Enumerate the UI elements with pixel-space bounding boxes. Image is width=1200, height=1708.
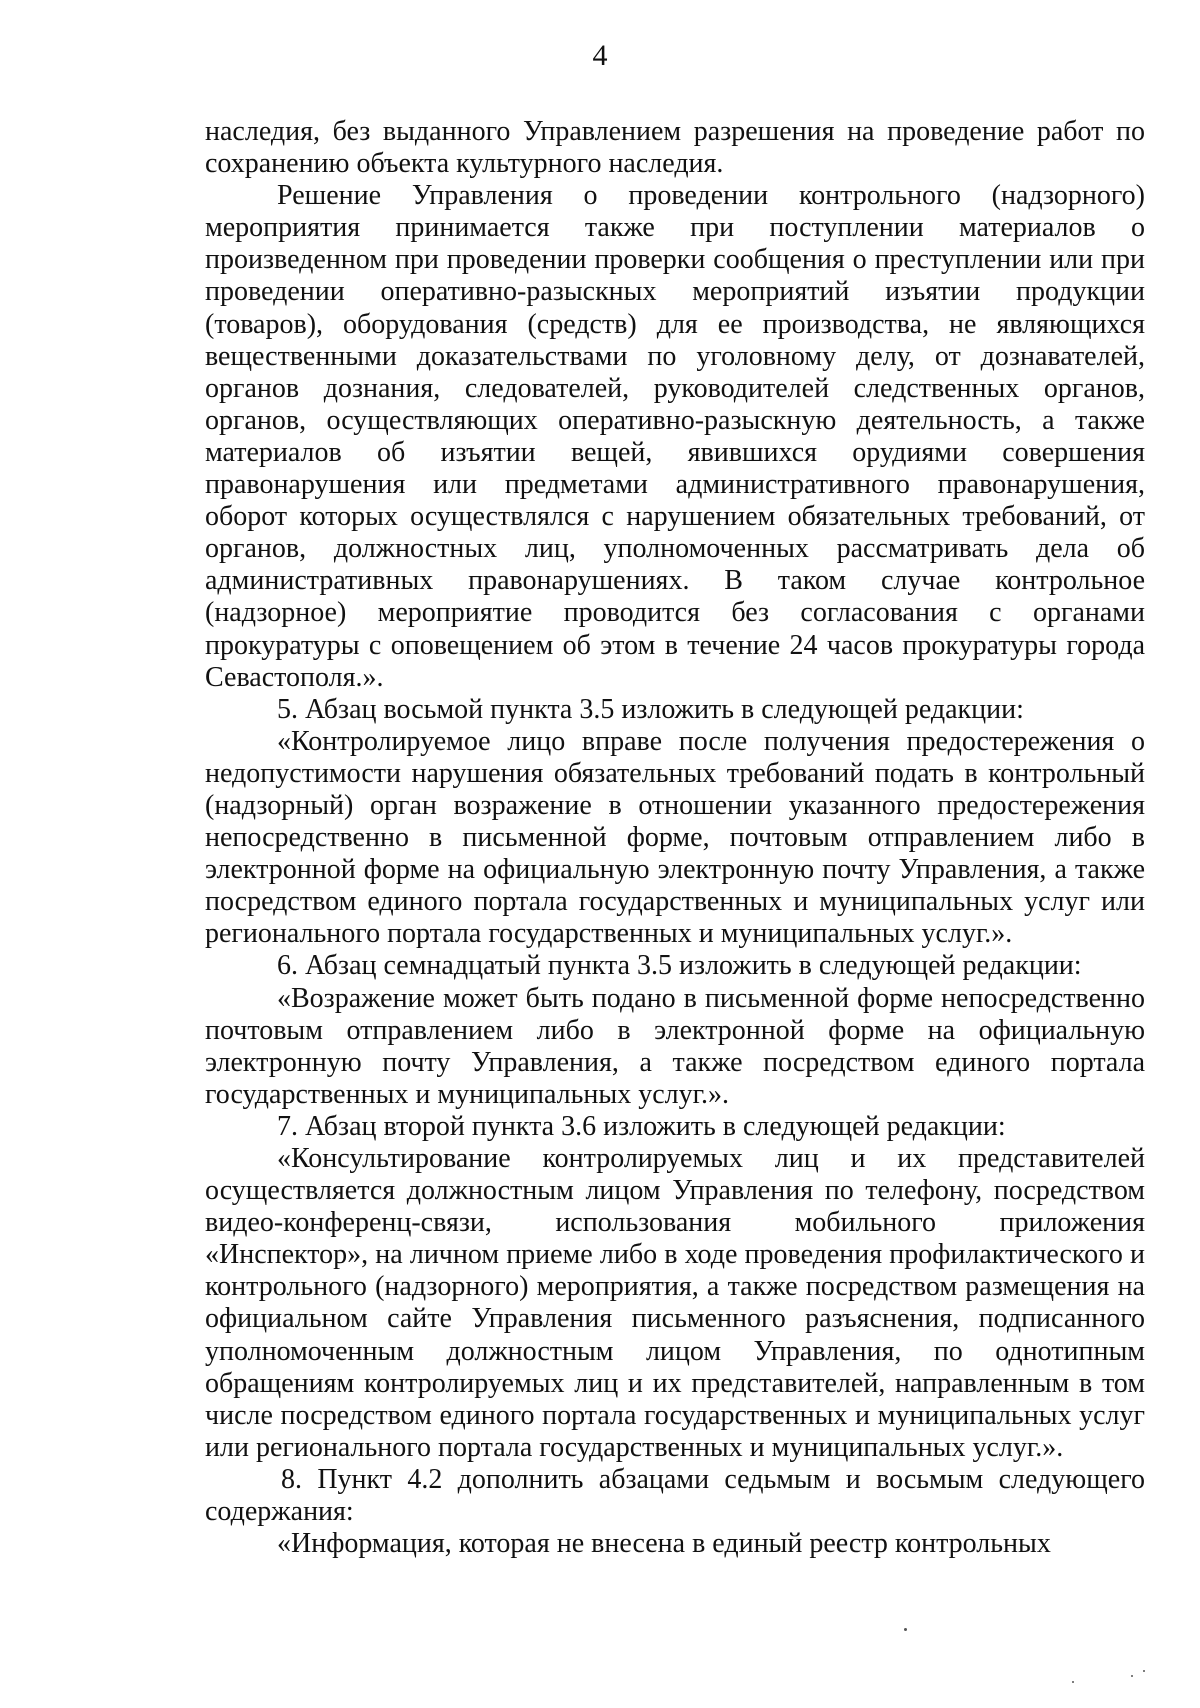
paragraph-inspection-decision: Решение Управления о проведении контрольного (надзорного) мероприятия принимается также при поступлении материалов о произведенном при проведении проверки сообщения о преступлении или при проведении оперативно-разыскных мероприятий изъятии продукции (товаров), оборудования (средств) для ее производства, не являющихся вещественными доказательствами по уголовному делу, от дознавателей, органов дознания, следователей, руководителей следственных органов, органов, осуществляющих оперативно-разыскную деятельность, а также материалов об изъятии вещей, явившихся орудиями совершения правонарушения или предметами административного правонарушения, оборот которых осуществлялся с нарушением обязательных требований, от органов, должностных лиц, уполномоченных рассматривать дела об административных правонарушениях. В таком случае контрольное (надзорное) мероприятие проводится без согласования с органами прокуратуры с оповещением об этом в течение 24 часов прокуратуры города Севастополя.».	[205, 180, 1145, 693]
scan-speck	[1072, 1681, 1074, 1683]
paragraph-item-5-heading: 5. Абзац восьмой пункта 3.5 изложить в следующей редакции:	[277, 693, 1024, 725]
paragraph-item-6-heading: 6. Абзац семнадцатый пункта 3.5 изложить в следующей редакции:	[277, 950, 1082, 982]
paragraph-item-5-text: «Контролируемое лицо вправе после получения предостережения о недопустимости нарушения обязательных требований подать в контрольный (надзорный) орган возражение в отношении указанного предостережения непосредственно в письменной форме, почтовым отправлением либо в электронной форме на официальную электронную почту Управления, а также посредством единого портала государственных и муниципальных услуг или регионального портала государственных и муниципальных услуг.».	[205, 725, 1145, 950]
paragraph-heritage-permit: наследия, без выданного Управлением разрешения на проведение работ по сохранению объекта культурного наследия.	[205, 116, 1145, 180]
page-number: 4	[592, 39, 608, 72]
document-body	[205, 116, 1145, 1560]
paragraph-item-7-text: «Консультирование контролируемых лиц и их представителей осуществляется должностным лицом Управления по телефону, посредством видео-конференц-связи, использования мобильного приложения «Инспектор», на личном приеме либо в ходе проведения профилактического и контрольного (надзорного) мероприятия, а также посредством размещения на официальном сайте Управления письменного разъяснения, подписанного уполномоченным должностным лицом Управления, по однотипным обращениям контролируемых лиц и их представителей, направленным в том числе посредством единого портала государственных и муниципальных услуг или регионального портала государственных и муниципальных услуг.».	[205, 1143, 1145, 1463]
scan-speck	[1131, 1675, 1133, 1677]
paragraph-item-8-text-start: «Информация, которая не внесена в единый реестр контрольных	[277, 1528, 1051, 1560]
paragraph-item-8-heading: 8. Пункт 4.2 дополнить абзацами седьмым и восьмым следующего содержания:	[205, 1463, 1145, 1528]
scan-speck	[1143, 1670, 1145, 1672]
paragraph-item-6-text: «Возражение может быть подано в письменной форме непосредственно почтовым отправлением либо в электронной форме на официальную электронную почту Управления, а также посредством единого портала государственных и муниципальных услуг.».	[205, 982, 1145, 1110]
paragraph-item-7-heading: 7. Абзац второй пункта 3.6 изложить в следующей редакции:	[277, 1110, 1006, 1142]
scan-speck	[904, 1628, 907, 1631]
